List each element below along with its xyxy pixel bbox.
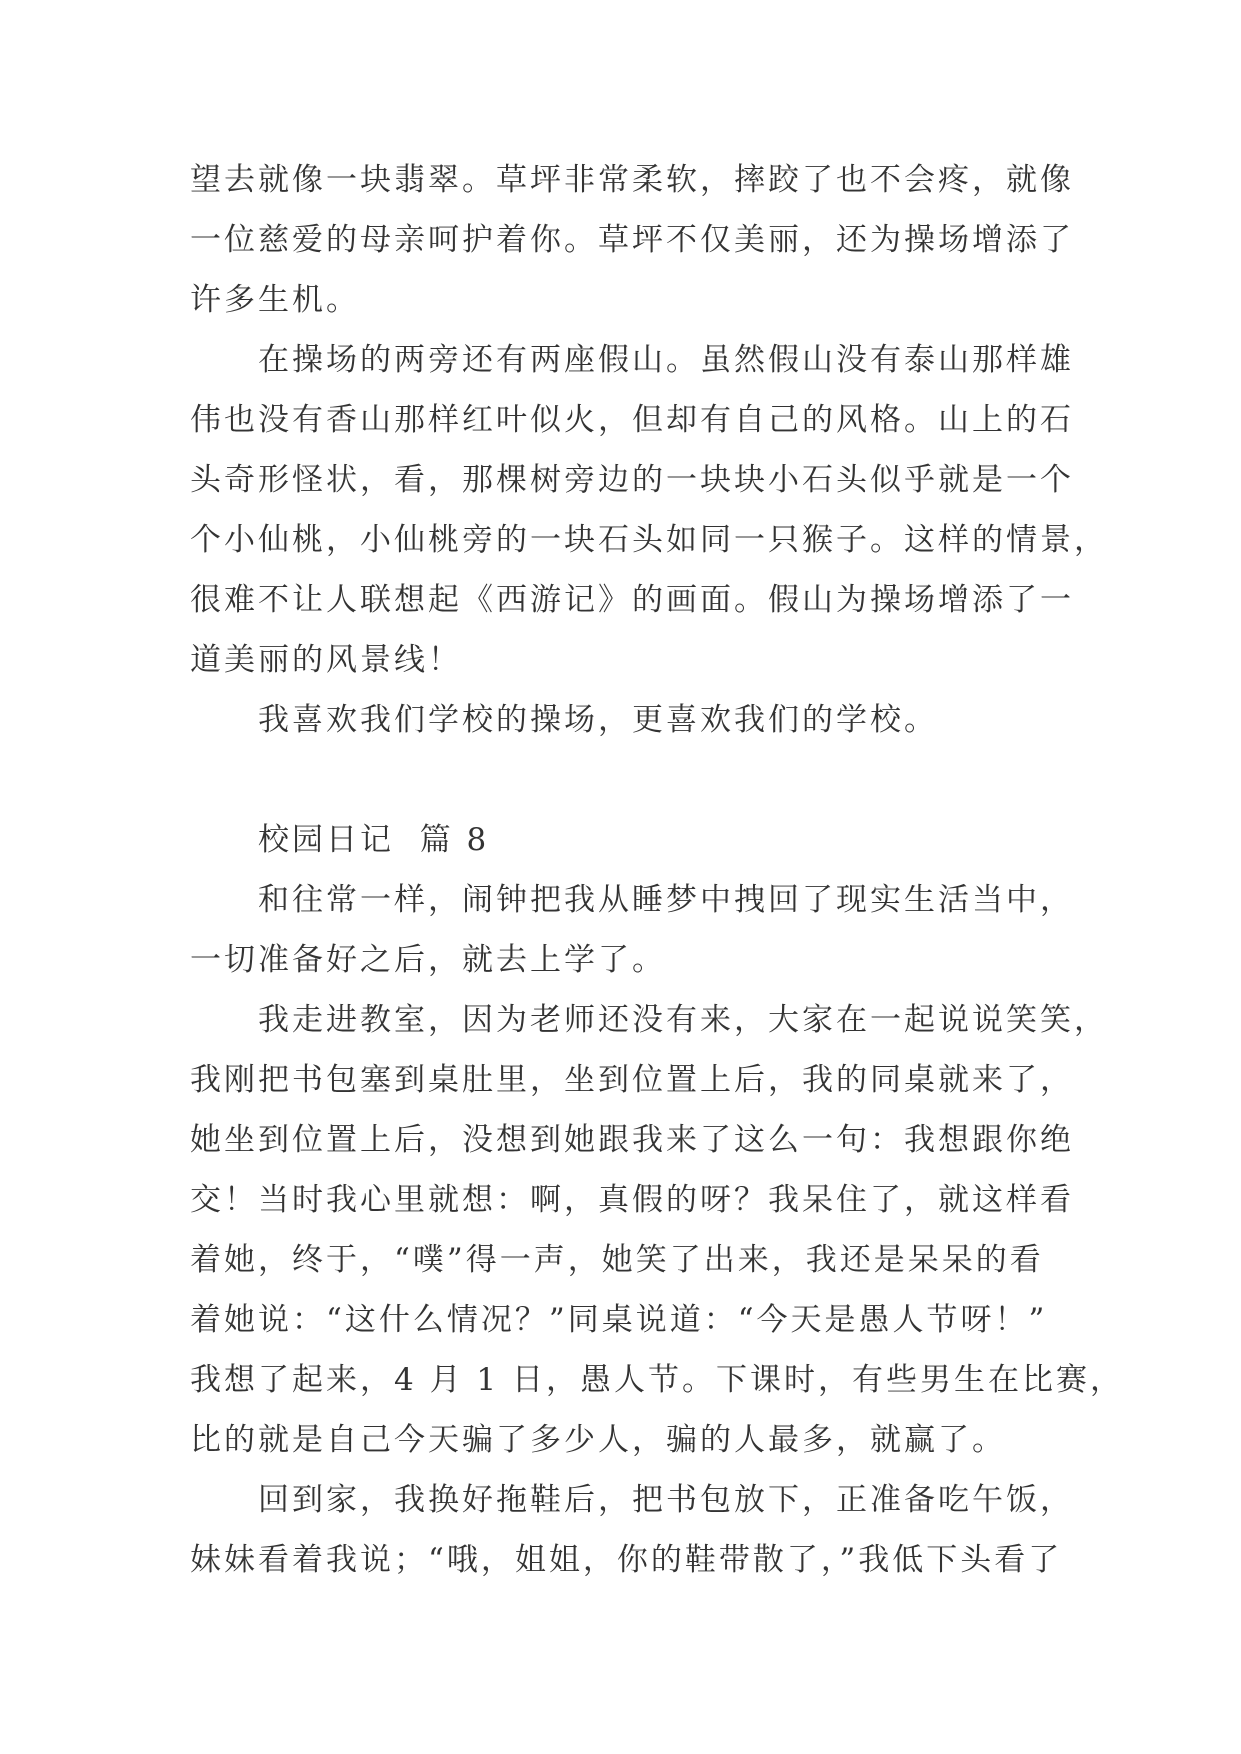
document-body	[190, 150, 1125, 1590]
text-line: 着她说：“这什么情况？”同桌说道：“今天是愚人节呀！”	[190, 1302, 1048, 1338]
text-line: 个小仙桃，小仙桃旁的一块石头如同一只猴子。这样的情景，	[190, 522, 1108, 558]
text-line: 比的就是自己今天骗了多少人，骗的人最多，就赢了。	[190, 1422, 1006, 1458]
text-line: 头奇形怪状，看，那棵树旁边的一块块小石头似乎就是一个	[190, 462, 1074, 498]
paragraph-first-line: 我喜欢我们学校的操场，更喜欢我们的学校。	[258, 702, 938, 738]
paragraph-first-line: 和往常一样，闹钟把我从睡梦中拽回了现实生活当中，	[258, 882, 1074, 918]
text-line: 道美丽的风景线！	[190, 642, 462, 678]
paragraph-first-line: 我走进教室，因为老师还没有来，大家在一起说说笑笑，	[258, 1002, 1108, 1038]
paragraph-first-line: 在操场的两旁还有两座假山。虽然假山没有泰山那样雄	[258, 342, 1074, 378]
text-line: 伟也没有香山那样红叶似火，但却有自己的风格。山上的石	[190, 402, 1074, 438]
text-line: 望去就像一块翡翠。草坪非常柔软，摔跤了也不会疼，就像	[190, 162, 1074, 198]
text-line: 我想了起来，4 月 1 日，愚人节。下课时，有些男生在比赛，	[190, 1362, 1125, 1398]
text-line: 妹妹看着我说；“哦，姐姐，你的鞋带散了，”我低下头看了	[190, 1542, 1063, 1578]
text-line: 交！当时我心里就想：啊，真假的呀？我呆住了，就这样看	[190, 1182, 1074, 1218]
section-gap	[190, 750, 1090, 810]
text-line: 一切准备好之后，就去上学了。	[190, 942, 666, 978]
paragraph-first-line: 回到家，我换好拖鞋后，把书包放下，正准备吃午饭，	[258, 1482, 1074, 1518]
text-line: 一位慈爱的母亲呵护着你。草坪不仅美丽，还为操场增添了	[190, 222, 1074, 258]
text-line: 她坐到位置上后，没想到她跟我来了这么一句：我想跟你绝	[190, 1122, 1074, 1158]
text-line: 我刚把书包塞到桌肚里，坐到位置上后，我的同桌就来了，	[190, 1062, 1074, 1098]
text-line: 着她，终于，“噗”得一声，她笑了出来，我还是呆呆的看	[190, 1242, 1044, 1278]
section-title: 校园日记 篇 8	[258, 822, 490, 858]
text-line: 很难不让人联想起《西游记》的画面。假山为操场增添了一	[190, 582, 1074, 618]
text-line: 许多生机。	[190, 282, 360, 318]
